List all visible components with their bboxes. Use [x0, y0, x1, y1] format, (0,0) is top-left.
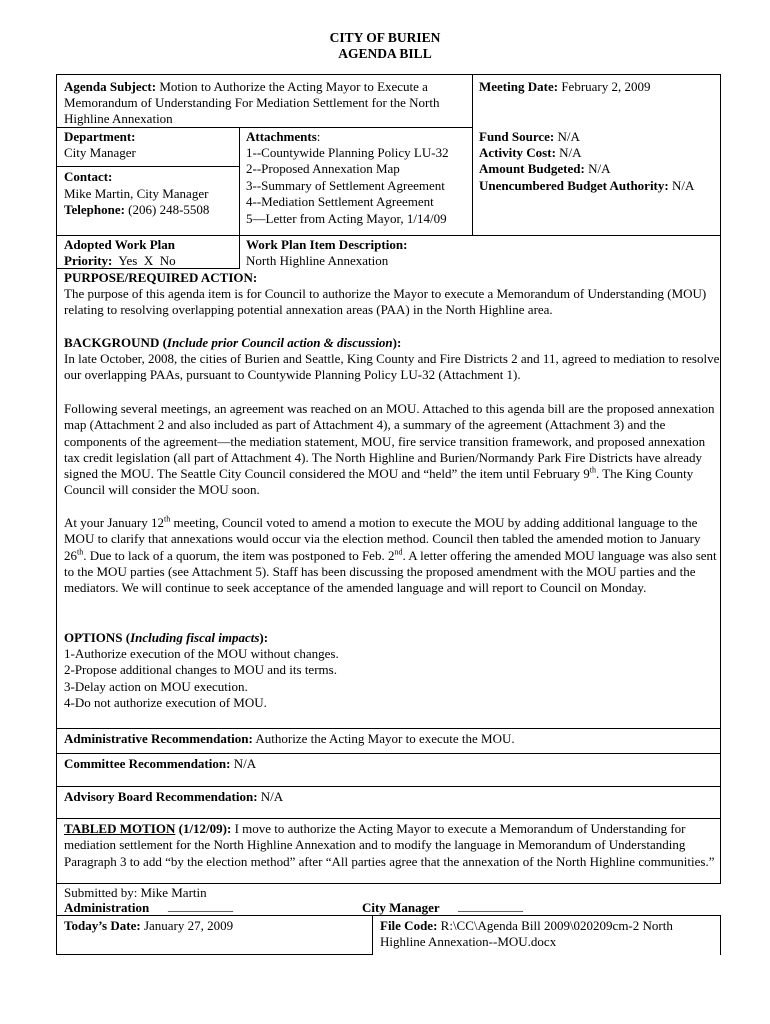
adopted-work-plan-label: Adopted Work Plan [64, 237, 176, 252]
file-code: File Code: R:\CC\Agenda Bill 2009\020209cm-2 North [380, 918, 673, 933]
border-right [720, 74, 721, 883]
city-manager-signature: __________ [458, 898, 523, 913]
agenda-subject-line2: Memorandum of Understanding For Mediation Settlement for the North [64, 95, 440, 110]
options-heading: OPTIONS (Including fiscal impacts): [64, 630, 269, 645]
purpose-heading: PURPOSE/REQUIRED ACTION: [64, 270, 258, 285]
divider-admin [56, 728, 721, 729]
committee-recommendation: Committee Recommendation: N/A [64, 756, 257, 771]
department-label: Department: [64, 129, 136, 144]
divider-dept [56, 127, 472, 128]
unencumbered-budget: Unencumbered Budget Authority: N/A [479, 178, 695, 193]
attachment-item: 1--Countywide Planning Policy LU-32 [246, 145, 449, 160]
administration-signature: __________ [168, 898, 233, 913]
background-heading: BACKGROUND (Include prior Council action & discussion): [64, 335, 402, 350]
border-top [56, 74, 721, 75]
agenda-subject-line3: Highline Annexation [64, 111, 173, 126]
activity-cost: Activity Cost: N/A [479, 145, 582, 160]
attachments-label: Attachments: [246, 129, 321, 144]
department-value: City Manager [64, 145, 136, 160]
purpose-text: The purpose of this agenda item is for Council to authorize the Mayor to execute a Memorandum of Understanding (MOU) relating to resolving overlapping potential annexation areas (PAA) in the North Highline area. [64, 286, 707, 318]
divider-committee [56, 753, 721, 754]
divider-submitted [56, 883, 721, 884]
tabled-motion: TABLED MOTION (1/12/09): I move to authorize the Acting Mayor to execute a Memorandum of Understanding for mediation settlement for the North Highline Annexation and to modify the language in Memorandum of Understanding Paragraph 3 to add “by the election method” after “All parties agree that the annexation of the North Highline communities.” [64, 821, 715, 869]
contact-label: Contact: [64, 169, 113, 184]
submitted-by: Submitted by: Mike Martin [64, 885, 207, 900]
fund-source: Fund Source: N/A [479, 129, 580, 144]
attachment-item: 3--Summary of Settlement Agreement [246, 178, 445, 193]
divider-file-code [372, 915, 373, 955]
telephone: Telephone: (206) 248-5508 [64, 202, 210, 217]
agenda-bill-title: AGENDA BILL [338, 46, 432, 61]
city-title: CITY OF BURIEN [329, 30, 441, 45]
contact-value: Mike Martin, City Manager [64, 186, 209, 201]
border-left [56, 74, 57, 955]
work-plan-desc-value: North Highline Annexation [246, 253, 389, 268]
file-code-line2: Highline Annexation--MOU.docx [380, 934, 557, 949]
background-p3: At your January 12th meeting, Council voted to amend a motion to execute the MOU by adding additional language to the MOU to clarify that annexations would occur via the election method. Council then tabled the amended motion to January 26th. Due to lack of a quorum, the item was postponed to Feb. 2nd. A letter offering the amended MOU language was also sent to the MOU parties (see Attachment 5). Staff has been discussing the proposed amendment with the MOU parties and the mediators. We will continue to seek acceptance of the amended language and will report to Council on Monday. [64, 514, 717, 596]
todays-date: Today’s Date: January 27, 2009 [64, 918, 234, 933]
attachment-item: 4--Mediation Settlement Agreement [246, 194, 434, 209]
divider-attachments [239, 127, 240, 268]
option-item: 4-Do not authorize execution of MOU. [64, 695, 267, 710]
divider-tabled [56, 818, 721, 819]
work-plan-desc-label: Work Plan Item Description: [246, 237, 408, 252]
amount-budgeted: Amount Budgeted: N/A [479, 161, 611, 176]
option-item: 3-Delay action on MOU execution. [64, 679, 248, 694]
border-bottom-left [56, 954, 373, 955]
divider-advisory [56, 786, 721, 787]
admin-recommendation: Administrative Recommendation: Authorize the Acting Mayor to execute the MOU. [64, 731, 515, 746]
border-right-file [720, 915, 721, 955]
background-p1: In late October, 2008, the cities of Burien and Seattle, King County and Fire Districts 2 and 11, agreed to mediation to resolve our overlapping PAAs, pursuant to Countywide Planning Policy LU-32 (Attachment 1). [64, 351, 720, 383]
administration-label: Administration [64, 900, 150, 915]
advisory-recommendation: Advisory Board Recommendation: N/A [64, 789, 284, 804]
attachment-item: 2--Proposed Annexation Map [246, 161, 400, 176]
divider-meeting-date [472, 74, 473, 235]
divider-contact [56, 166, 240, 167]
option-item: 2-Propose additional changes to MOU and its terms. [64, 662, 337, 677]
divider-workplan [56, 235, 721, 236]
agenda-subject: Agenda Subject: Motion to Authorize the Acting Mayor to Execute a [64, 79, 428, 94]
option-item: 1-Authorize execution of the MOU without changes. [64, 646, 339, 661]
meeting-date: Meeting Date: February 2, 2009 [479, 79, 651, 94]
background-p2: Following several meetings, an agreement was reached on an MOU. Attached to this agenda bill are the proposed annexation map (Attachment 2 and also included as part of Attachment 4), a summary of the agreement (Attachment 3) and the components of the agreement—the mediation statement, MOU, fire service transition framework, and proposed annexation tax credit legislation (all part of Attachment 4). The North Highline and Burien/Normandy Park Fire Districts have already signed the MOU. The Seattle City Council considered the MOU and “held” the item until February 9th. The King County Council will consider the MOU soon. [64, 401, 715, 498]
city-manager-label: City Manager [362, 900, 440, 915]
priority: Priority: Yes X No [64, 253, 176, 268]
attachment-item: 5—Letter from Acting Mayor, 1/14/09 [246, 211, 447, 226]
